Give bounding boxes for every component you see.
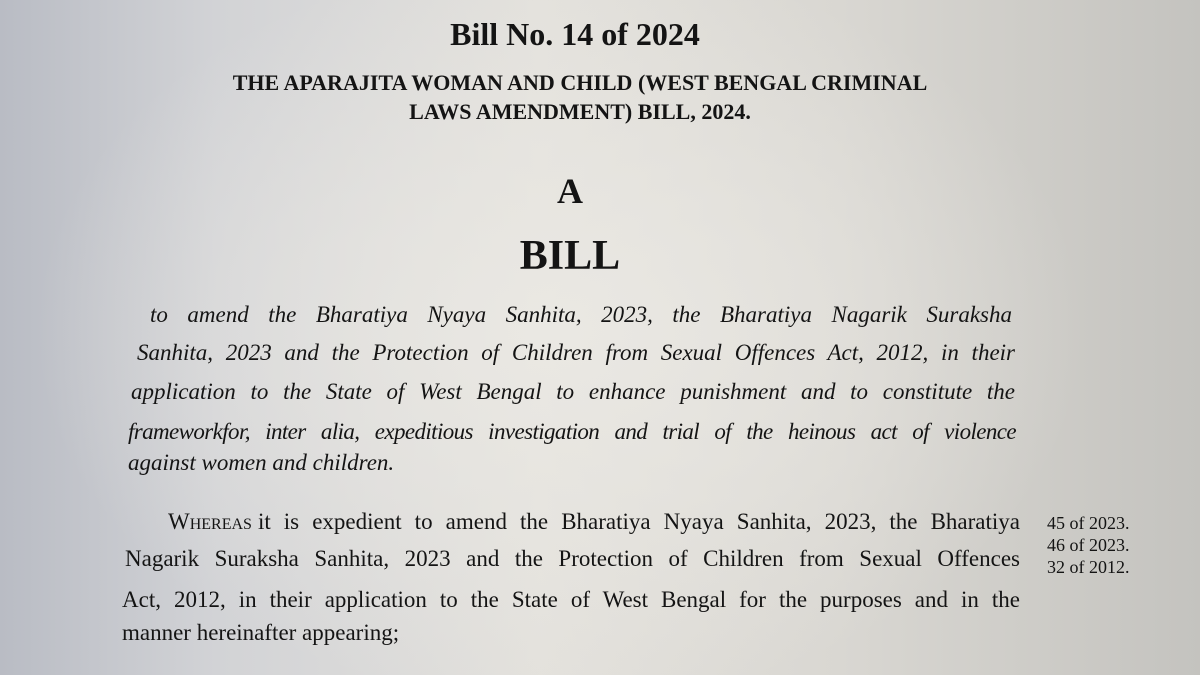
- long-title-line: to amend the Bharatiya Nyaya Sanhita, 2023, the Bharatiya Nagarik Suraksha: [150, 302, 1012, 327]
- preamble-line: Act, 2012, in their application to the State of West Bengal for the purposes and in the: [122, 587, 1020, 612]
- margin-note: 46 of 2023.: [1047, 535, 1130, 555]
- long-title-line: frameworkfor, inter alia, expeditious investigation and trial of the heinous act of violence: [128, 419, 1016, 444]
- long-title-line: Sanhita, 2023 and the Protection of Children from Sexual Offences Act, 2012, in their: [137, 340, 1015, 365]
- preamble-line: manner hereinafter appearing;: [122, 620, 400, 645]
- preamble-line: Nagarik Suraksha Sanhita, 2023 and the Protection of Children from Sexual Offences: [125, 546, 1020, 571]
- preamble-lead: Whereas: [168, 509, 252, 534]
- short-title-line-2: LAWS AMENDMENT) BILL, 2024.: [409, 99, 751, 124]
- margin-note: 45 of 2023.: [1047, 513, 1130, 533]
- preamble-text: it is expedient to amend the Bharatiya Nyaya Sanhita, 2023, the Bharatiya: [257, 509, 1020, 534]
- short-title-line-1: THE APARAJITA WOMAN AND CHILD (WEST BENGAL CRIMINAL: [232, 70, 928, 95]
- heading-bill: BILL: [519, 233, 621, 279]
- preamble-line: [168, 509, 1020, 535]
- long-title-line: against women and children.: [128, 450, 395, 475]
- long-title-line: application to the State of West Bengal to enhance punishment and to constitute the: [131, 379, 1015, 404]
- margin-note: 32 of 2012.: [1047, 557, 1130, 577]
- bill-number: Bill No. 14 of 2024: [450, 16, 700, 52]
- heading-a: A: [557, 171, 583, 211]
